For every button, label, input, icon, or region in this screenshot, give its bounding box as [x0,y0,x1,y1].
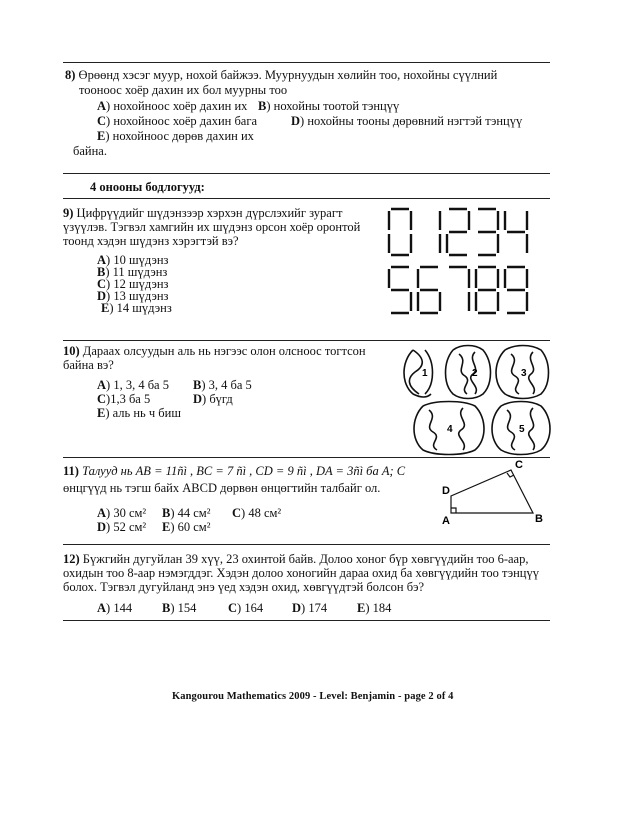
q9-option-a[interactable]: A) 10 шүдэнз [97,253,169,267]
q12-option-a[interactable]: A) 144 [97,601,133,615]
q10-option-d[interactable]: D) бүгд [193,392,233,406]
q11-option-a[interactable]: A) 30 см² [97,506,147,520]
knot-2 [446,346,491,399]
q11-option-d[interactable]: D) 52 см² [97,520,147,534]
knot-5-label: 5 [519,424,525,435]
vertex-label-c: C [515,459,523,471]
q10-question-cont: байна вэ? [63,358,114,372]
q12-question: 12) Бүжгийн дугуйлан 39 хүү, 23 охинтой байв. Долоо хоног бүр хөвгүүдийн тоо 6-аар, [63,552,529,566]
separator-line [63,198,550,199]
vertex-label-b: B [535,513,543,525]
quadrilateral-abcd [451,470,533,513]
knot-4-label: 4 [447,424,453,435]
q12-option-b[interactable]: B) 154 [162,601,197,615]
q8-option-d[interactable]: D) нохойны тооны дөрөвний нэгтэй тэнцүү [291,114,523,128]
q9-question-cont2: тоонд хэдэн шүдэнз хэрэгтэй вэ? [63,234,239,248]
q9-question: 9) Цифрүүдийг шүдэнзээр хэрхэн дүрслэхийг зурагт [63,206,343,220]
knot-2-label: 2 [472,368,478,379]
q10-option-a[interactable]: A) 1, 3, 4 ба 5 [97,378,169,392]
separator-line [63,173,550,174]
knot-3-label: 3 [521,368,527,379]
q8-option-b[interactable]: B) нохойны тоотой тэнцүү [258,99,400,113]
q9-option-c[interactable]: C) 12 шүдэнз [97,277,169,291]
rope-knots-figure [395,340,555,460]
q12-question-cont: охидын тоо 8-аар нэмэгддэг. Хэдэн долоо хоногийн дараа охид ба хөвгүүдийн тоо тэнцүү [63,566,539,580]
knot-4 [414,402,484,455]
q10-option-b[interactable]: B) 3, 4 ба 5 [193,378,252,392]
q9-option-d[interactable]: D) 13 шүдэнз [97,289,169,303]
q9-option-e[interactable]: E) 14 шүдэнз [101,301,172,315]
q10-question: 10) Дараах олсуудын аль нь нэгээс олон олсноос тогтсон [63,344,366,358]
knot-3 [496,346,549,399]
quadrilateral-figure [440,458,550,530]
section-title: 4 онооны бодлогууд: [90,180,205,194]
q10-option-c[interactable]: C)1,3 ба 5 [97,392,151,406]
q8-question-cont: тооноос хоёр дахин их бол муурны тоо [79,83,288,97]
q12-option-c[interactable]: C) 164 [228,601,264,615]
separator-line [63,620,550,621]
q12-option-d[interactable]: D) 174 [292,601,328,615]
q8-option-c[interactable]: C) нохойноос хоёр дахин бага [97,114,258,128]
matchstick-digits-figure [385,205,535,325]
knot-5 [492,402,550,455]
q11-question-cont: өнцгүүд нь тэгш байх ABCD дөрвөн өнцөгтийн талбайг ол. [63,481,381,495]
separator-line [63,544,550,545]
knot-1 [404,350,433,397]
q9-option-b[interactable]: B) 11 шүдэнз [97,265,168,279]
right-angle-a [451,508,456,513]
q12-question-cont2: болох. Тэгвэл дугуйланд энэ үед хэдэн охид, хөвгүүдтэй болсон бэ? [63,580,425,594]
q11-option-b[interactable]: B) 44 см² [162,506,211,520]
q9-question-cont: үзүүлэв. Тэгвэл хамгийн их шүдэнз орсон хоёр оронтой [63,220,361,234]
q10-option-e[interactable]: E) аль нь ч биш [97,406,181,420]
q8-tail: байна. [73,144,107,158]
page-footer: Kangourou Mathematics 2009 - Level: Benjamin - page 2 of 4 [172,691,454,702]
q8-option-a[interactable]: A) нохойноос хоёр дахин их [97,99,248,113]
q11-question: 11) Талууд нь AB = 11ñì , BC = 7 ñì , CD = 9 ñì , DA = 3ñì ба A; C [63,464,406,478]
knot-1-label: 1 [422,368,428,379]
vertex-label-a: A [442,515,450,527]
separator-line [63,62,550,63]
q11-option-e[interactable]: E) 60 см² [162,520,211,534]
q11-option-c[interactable]: C) 48 см² [232,506,282,520]
q12-option-e[interactable]: E) 184 [357,601,392,615]
vertex-label-d: D [442,485,450,497]
q8-question: 8) Өрөөнд хэсэг муур, нохой байжээ. Муурнуудын хөлийн тоо, нохойны сүүлний [65,68,498,82]
q8-option-e[interactable]: E) нохойноос дөрөв дахин их [97,129,254,143]
